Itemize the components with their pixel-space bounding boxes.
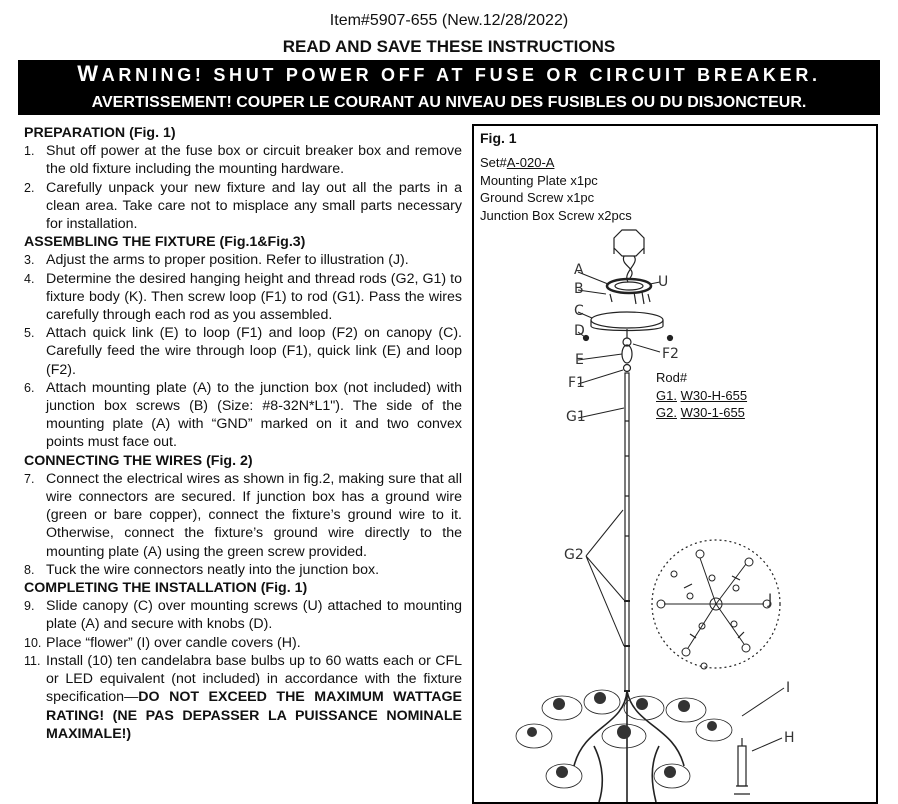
step-text: Carefully unpack your new fixture and lay out all the parts in a clean area. Take care not to misplace any small parts necessary for installation. [46,179,462,233]
step-11 [24,652,462,743]
item-number: Item#5907-655 (New.12/28/2022) [329,12,569,29]
section-completing: COMPLETING THE INSTALLATION (Fig. 1) [24,580,308,597]
step-number: 1. [24,144,35,159]
rod-g2-code: W30-1-655 [680,405,745,420]
step-9 [24,597,462,633]
callout-f1: F1 [568,375,585,391]
chandelier-illustration [474,126,876,802]
warning-english-text: ARNING! SHUT POWER OFF AT FUSE OR CIRCUIT BREAKER. [101,65,821,85]
step-text: Determine the desired hanging height and thread rods (G2, G1) to fixture body (K). Then screw loop (F1) to rod (G1). Pass the wires carefully through each rod as you assembled. [46,270,462,324]
step-text: Adjust the arms to proper position. Refer to illustration (J). [46,252,409,269]
step-text: Tuck the wire connectors neatly into the junction box. [46,561,380,578]
callout-h: H [784,730,795,746]
knob [668,336,673,341]
figure-1 [472,124,878,804]
step-text: Slide canopy (C) over mounting screws (U) attached to mounting plate (A) and secure with knobs (D). [46,598,462,633]
junction-box [614,230,644,256]
warning-french: AVERTISSEMENT! COUPER LE COURANT AU NIVEAU DES FUSIBLES OU DU DISJONCTEUR. [91,94,807,111]
section-assembling: ASSEMBLING THE FIXTURE (Fig.1&Fig.3) [24,234,306,251]
step-8 [24,561,462,579]
part-junction-screw: Junction Box Screw x2pcs [480,207,632,223]
instructions-column [24,124,462,743]
callout-b: B [574,281,584,297]
section-preparation: PREPARATION (Fig. 1) [24,125,176,141]
part-mounting-plate: Mounting Plate x1pc [480,172,598,188]
step-number: 4. [24,271,35,286]
callout-i: I [786,680,791,696]
step-2 [24,179,462,234]
rod-g1 [656,387,747,405]
step-text: Connect the electrical wires as shown in fig.2, making sure that all wire connectors are secured. If junction box has a ground wire (green or bare copper), connect the fixture’s ground wire to it. Otherwise, connect the fixture’s ground wire directly to the mounting plate (A) using the green screw provided. [46,470,462,560]
step-3 [24,251,462,269]
step-7 [24,470,462,561]
step-6 [24,379,462,452]
callout-c: C [574,303,584,319]
step-1 [24,142,462,178]
step-number: 10. [24,635,42,650]
step-text: Install (10) ten candelabra base bulbs up to 60 watts each or CFL or LED equivalent (not included) in accordance with the fixture specification— [46,652,462,706]
rod-title: Rod# [656,370,688,385]
step-text: Place “flower” (I) over candle covers (H). [46,634,301,651]
warning-english [18,61,880,87]
callout-f2: F2 [662,346,679,362]
callout-g1: G1 [566,409,586,425]
read-save-heading: READ AND SAVE THESE INSTRUCTIONS [282,37,616,56]
quick-link-e [622,345,632,363]
part-ground-screw: Ground Screw x1pc [480,190,595,205]
mounting-plate [607,279,651,293]
callout-j: J [768,592,773,608]
loop-f1 [624,365,631,372]
step-10 [24,634,462,652]
set-code: A-020-A [506,155,555,170]
set-prefix: Set# [480,155,507,170]
warning-initial: W [77,61,102,86]
step-number: 3. [24,253,35,268]
step-number: 9. [24,599,35,614]
step-5 [24,324,462,379]
step-number: 2. [24,180,35,195]
callout-d: D [574,323,585,339]
callout-a: A [574,262,584,278]
rod-g1 [625,373,629,601]
callout-g2: G2 [564,547,584,563]
figure-title: Fig. 1 [480,130,517,146]
candle-cover [738,746,746,786]
step-number: 11. [24,653,41,668]
rod-g1-label: G1. [656,387,677,403]
section-connecting: CONNECTING THE WIRES (Fig. 2) [24,452,253,469]
canopy [591,312,663,328]
callout-u: U [658,274,669,290]
wattage-warning: DO NOT EXCEED THE MAXIMUM WATTAGE RATING! (NE PAS DEPASSER LA PUISSANCE NOMINALE MAXIMALE!) [46,689,462,742]
rod-g1-code: W30-H-655 [680,387,748,403]
step-number: 5. [24,326,35,341]
callout-e: E [575,352,584,368]
step-number: 6. [24,380,35,395]
rod-g2-label: G2. [656,405,677,420]
step-text: Attach quick link (E) to loop (F1) and loop (F2) on canopy (C). Carefully feed the wire through loop (F1), quick link (E) and loop (F2). [46,325,462,378]
step-number: 7. [24,471,35,486]
step-text: Shut off power at the fuse box or circuit breaker box and remove the old fixture including the mounting hardware. [46,143,462,178]
step-4 [24,270,462,325]
step-number: 8. [24,562,35,577]
warning-banner [18,60,880,115]
rod-g2 [656,404,747,422]
arms [574,691,684,802]
step-text: Attach mounting plate (A) to the junction box (not included) with junction box screws (B) (Size: #8-32N*L1"). The side of the mounting plate (A) with “GND” marked on it and two convex points must face out. [46,379,462,451]
arm-detail [657,550,771,669]
rod-list [656,369,747,422]
